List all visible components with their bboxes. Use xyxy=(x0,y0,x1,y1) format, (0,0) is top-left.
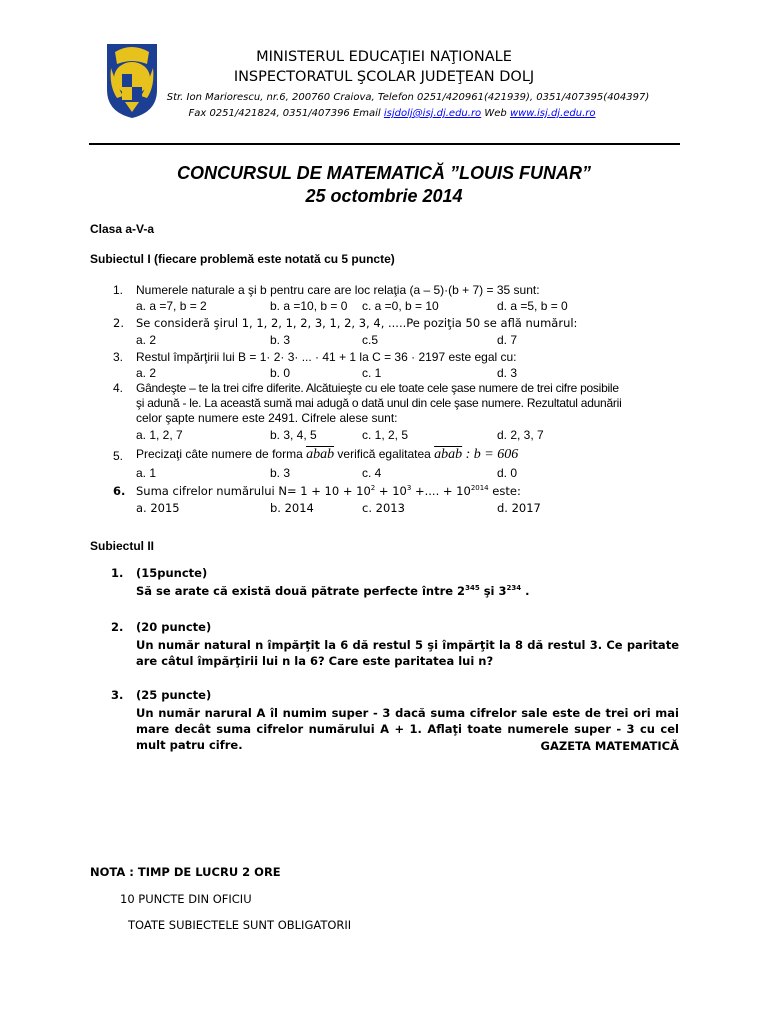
problem-text: Numerele naturale a şi b pentru care are loc relaţia (a – 5)·(b + 7) = 35 sunt: xyxy=(136,283,540,297)
problem-text-part: +.... + 10 xyxy=(411,484,471,498)
option-c: c. 1 xyxy=(362,366,382,380)
problem-text-part: este: xyxy=(488,484,521,498)
option-c: c.5 xyxy=(362,333,379,347)
problem-text: Un număr narural A îl numim super - 3 dacă suma cifrelor sale este de trei ori mai mare decât suma cifrelor numărului A + 1. Aflaţi toate numerele super - 3 cu cel mult patru cifre. xyxy=(136,706,679,752)
problem-points: (15puncte) xyxy=(136,566,208,580)
problem-text-line: celor şapte numere este 2491. Cifrele alese sunt: xyxy=(136,411,398,425)
problem-points: (20 puncte) xyxy=(136,620,212,634)
header-divider xyxy=(89,143,680,145)
fax-text: Fax 0251/421824, 0351/407396 Email xyxy=(188,108,384,119)
option-a: a. 1, 2, 7 xyxy=(136,428,183,442)
problem-number: 2. xyxy=(113,316,124,330)
contact-line xyxy=(8,108,768,119)
problem-number: 1. xyxy=(111,566,124,580)
option-b: b. 2014 xyxy=(270,501,314,515)
option-a: a. a =7, b = 2 xyxy=(136,299,207,313)
option-a: a. 2 xyxy=(136,333,157,347)
nota-time: NOTA : TIMP DE LUCRU 2 ORE xyxy=(90,865,281,879)
overlined-number: abab xyxy=(434,447,463,462)
problem-number: 5. xyxy=(113,449,124,463)
problem-text xyxy=(136,484,521,498)
option-a: a. 1 xyxy=(136,466,157,480)
problem-text-line: Gândeşte – te la trei cifre diferite. Alcătuieşte cu ele toate cele şase numere de trei cifre posibile xyxy=(136,381,619,395)
problem-points: (25 puncte) xyxy=(136,688,212,702)
option-a: a. 2 xyxy=(136,366,157,380)
option-b: b. a =10, b = 0 xyxy=(270,299,348,313)
nota-mandatory: TOATE SUBIECTELE SUNT OBLIGATORII xyxy=(128,918,352,932)
nota-points: 10 PUNCTE DIN OFICIU xyxy=(120,892,252,906)
exponent: 234 xyxy=(506,584,522,593)
problem-text-part: Să se arate că există două pătrate perfecte între 2 xyxy=(136,584,466,598)
problem-text-part: Precizaţi câte numere de forma xyxy=(136,447,307,461)
exponent: 345 xyxy=(465,584,480,593)
problem-number: 3. xyxy=(111,688,124,702)
problem-text: Un număr natural n împărţit la 6 dă restul 5 şi împărţit la 8 dă restul 3. Ce paritate are câtul împărţirii lui n la 6? Care este paritatea lui n? xyxy=(136,638,679,668)
web-label: Web xyxy=(481,108,510,119)
web-link[interactable]: www.isj.dj.edu.ro xyxy=(509,108,596,119)
address-line: Str. Ion Mariorescu, nr.6, 200760 Craiova, Telefon 0251/420961(421939), 0351/407395(404397) xyxy=(166,92,650,103)
option-d: d. 2017 xyxy=(497,501,541,515)
problem-number: 6. xyxy=(113,484,126,498)
problem-text: Restul împărţirii lui B = 1· 2· 3· ... · 41 + 1 la C = 36 · 2197 este egal cu: xyxy=(136,350,517,364)
problem-text xyxy=(136,584,530,598)
contest-title: CONCURSUL DE MATEMATICĂ ”LOUIS FUNAR” xyxy=(177,163,591,183)
option-a: a. 2015 xyxy=(136,501,180,515)
problem-text-part: verifică egalitatea xyxy=(334,447,435,461)
overlined-number: abab xyxy=(306,447,335,462)
email-link[interactable]: isjdolj@isj.dj.edu.ro xyxy=(383,108,482,119)
option-d: d. 2, 3, 7 xyxy=(497,428,544,442)
problem-number: 2. xyxy=(111,620,124,634)
exponent: 2014 xyxy=(470,484,489,493)
option-c: c. 1, 2, 5 xyxy=(362,428,409,442)
contest-date: 25 octombrie 2014 xyxy=(305,186,463,206)
option-d: d. 7 xyxy=(497,333,518,347)
inspectorate-name: INSPECTORATUL ŞCOLAR JUDEŢEAN DOLJ xyxy=(233,69,535,85)
option-d: d. a =5, b = 0 xyxy=(497,299,568,313)
option-b: b. 3, 4, 5 xyxy=(270,428,317,442)
option-d: d. 3 xyxy=(497,366,518,380)
option-c: c. 4 xyxy=(362,466,382,480)
problem-text-part: + 10 xyxy=(375,484,407,498)
exponent: 2 xyxy=(370,484,376,493)
source-credit: GAZETA MATEMATICĂ xyxy=(540,739,679,753)
option-c: c. 2013 xyxy=(362,501,405,515)
problem-text-line: şi adună - le. La această sumă mai adugă o dată unul din cele şase numere. Rezultatul adunării xyxy=(136,396,622,410)
problem-number: 1. xyxy=(113,283,124,297)
problem-number: 3. xyxy=(113,350,124,364)
option-c: c. a =0, b = 10 xyxy=(362,299,439,313)
problem-text-part: şi 3 xyxy=(479,584,507,598)
problem-text-part: Suma cifrelor numărului N= 1 + 10 + 10 xyxy=(136,484,371,498)
problem-text xyxy=(136,447,518,463)
problem-number: 4. xyxy=(113,381,124,395)
subject2-title: Subiectul II xyxy=(90,539,155,553)
option-d: d. 0 xyxy=(497,466,518,480)
option-b: b. 3 xyxy=(270,333,291,347)
problem-text: Se consideră şirul 1, 1, 2, 1, 2, 3, 1, 2, 3, 4, .....Pe poziţia 50 se află numărul: xyxy=(136,316,578,330)
class-label: Clasa a-V-a xyxy=(90,222,155,236)
math-expression: : b = 606 xyxy=(462,447,519,462)
option-b: b. 0 xyxy=(270,366,291,380)
problem-text-part: . xyxy=(521,584,530,598)
subject1-title: Subiectul I (fiecare problemă este notată cu 5 puncte) xyxy=(90,252,395,266)
exponent: 3 xyxy=(406,484,412,493)
ministry-name: MINISTERUL EDUCAŢIEI NAŢIONALE xyxy=(256,49,512,65)
option-b: b. 3 xyxy=(270,466,291,480)
